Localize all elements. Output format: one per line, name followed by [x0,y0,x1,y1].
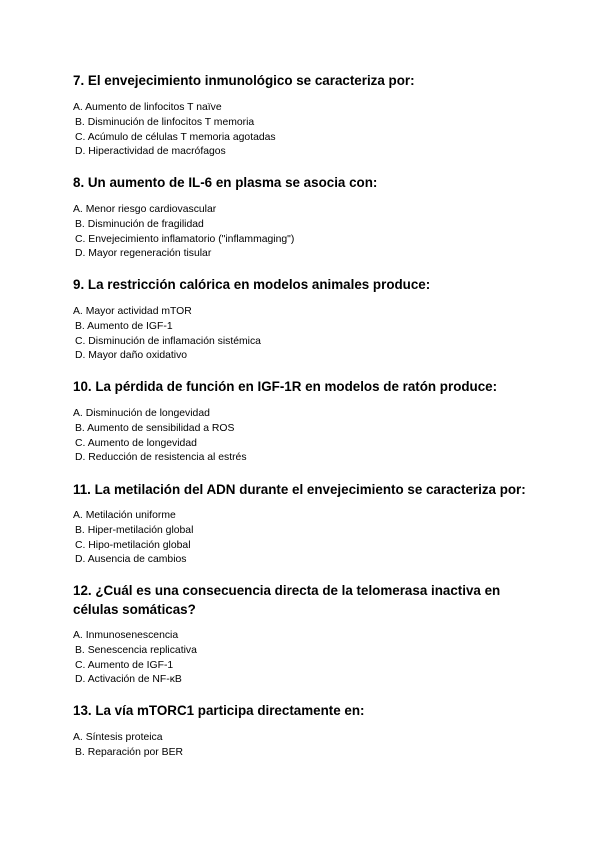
question-11-options [73,509,193,568]
question-7-option-c: C. Acúmulo de células T memoria agotadas [75,131,276,143]
question-9-option-a: A. Mayor actividad mTOR [73,306,192,317]
question-10-option-c: C. Aumento de longevidad [75,437,197,449]
question-12-options [73,629,197,688]
question-7-option-b: B. Disminución de linfocitos T memoria [75,116,255,128]
question-11-option-c: C. Hipo-metilación global [75,539,191,551]
question-10-options [73,407,247,466]
question-13-options [73,731,183,761]
question-13-option-b: B. Reparación por BER [75,746,184,758]
question-12-option-b: B. Senescencia replicativa [75,644,197,656]
question-11-option-a: A. Metilación uniforme [73,510,176,521]
question-8-option-a: A. Menor riesgo cardiovascular [73,204,217,215]
question-13-option-a: A. Síntesis proteica [73,732,163,743]
question-11-title: 11. La metilación del ADN durante el envejecimiento se caracteriza por: [73,482,526,497]
question-8-option-c: C. Envejecimiento inflamatorio ("inflammaging") [75,233,295,245]
question-10-option-b: B. Aumento de sensibilidad a ROS [75,422,235,434]
question-7-options [73,101,276,160]
question-7-option-a: A. Aumento de linfocitos T naïve [73,102,222,113]
question-10-title: 10. La pérdida de función en IGF-1R en modelos de ratón produce: [73,379,498,394]
question-12-option-c: C. Aumento de IGF-1 [75,659,174,671]
question-12-option-d: D. Activación de NF-κB [75,674,182,686]
question-12-option-a: A. Inmunosenescencia [73,630,179,641]
question-7-title: 7. El envejecimiento inmunológico se caracteriza por: [73,73,415,88]
question-7-option-d: D. Hiperactividad de macrófagos [75,146,226,158]
question-8-option-d: D. Mayor regeneración tisular [75,248,212,260]
question-8-option-b: B. Disminución de fragilidad [75,218,204,230]
question-10-option-a: A. Disminución de longevidad [73,408,210,419]
question-10-option-d: D. Reducción de resistencia al estrés [75,452,247,464]
question-13-title: 13. La vía mTORC1 participa directamente en: [73,703,365,718]
question-12-title: 12. ¿Cuál es una consecuencia directa de la telomerasa inactiva en células somáticas? [73,583,501,617]
question-9-options [73,305,261,364]
question-9-option-d: D. Mayor daño oxidativo [75,350,188,362]
question-9-title: 9. La restricción calórica en modelos animales produce: [73,277,431,292]
question-9-option-c: C. Disminución de inflamación sistémica [75,335,261,347]
question-11-option-b: B. Hiper-metilación global [75,524,194,536]
question-11-option-d: D. Ausencia de cambios [75,554,187,566]
question-8-title: 8. Un aumento de IL-6 en plasma se asocia con: [73,175,378,190]
question-9-option-b: B. Aumento de IGF-1 [75,320,173,332]
question-8-options [73,203,294,262]
